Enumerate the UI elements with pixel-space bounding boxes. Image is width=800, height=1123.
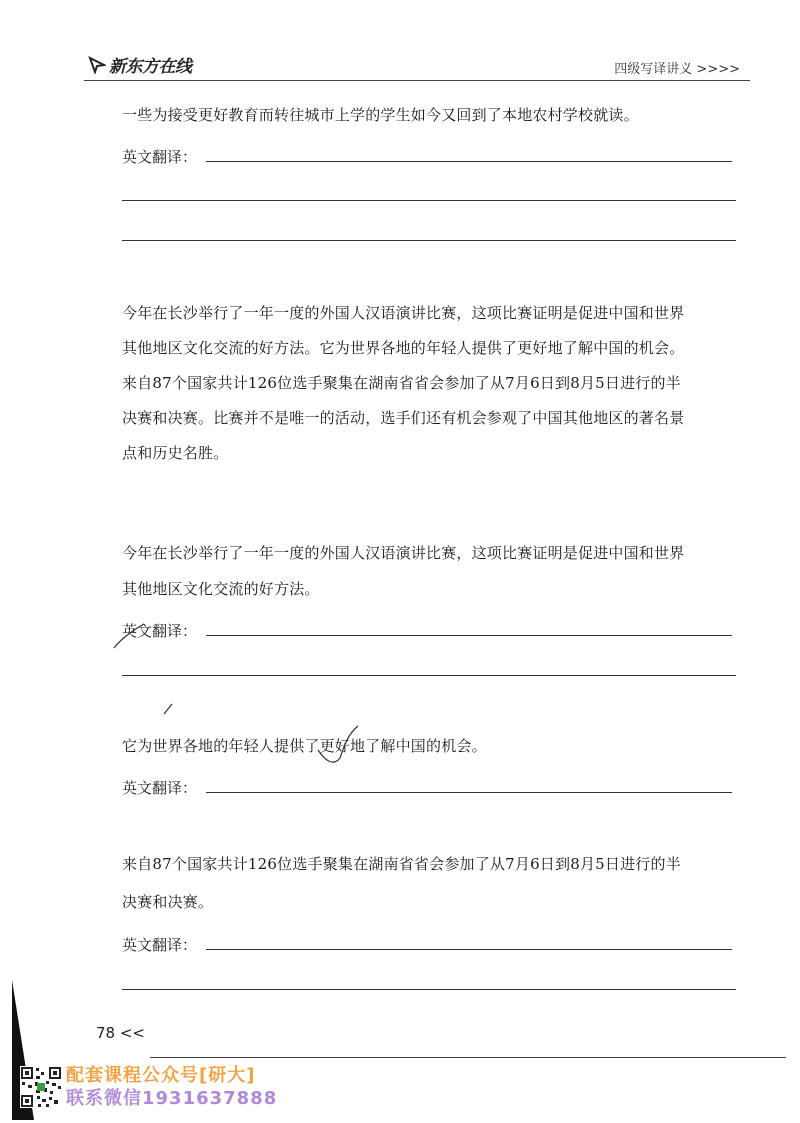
qr-code-icon (20, 1066, 62, 1108)
sentence-2 (122, 729, 762, 763)
promo-line-2: 联系微信1931637888 (66, 1088, 278, 1109)
exercise-1-sentence (122, 98, 762, 132)
passage-line-2: 其他地区文化交流的好方法。它为世界各地的年轻人提供了更好地了解中国的机会。 (122, 339, 685, 357)
exercise-1-line-1: 一些为接受更好教育而转往城市上学的学生如今又回到了本地农村学校就读。 (122, 106, 639, 124)
page-number: 78 << (96, 1024, 145, 1042)
sentence-2-line-1: 它为世界各地的年轻人提供了更好地了解中国的机会。 (122, 737, 487, 755)
full-passage (122, 296, 762, 471)
promo-line-1: 配套课程公众号[研大] (66, 1065, 256, 1086)
passage-line-3: 来自87个国家共计126位选手聚集在湖南省省会参加了从7月6日到8月5日进行的半 (122, 374, 681, 392)
sentence-1 (122, 536, 762, 608)
header-divider (84, 80, 750, 81)
footer-divider (150, 1057, 786, 1058)
sentence-3 (122, 847, 762, 923)
sentence-3-line-1: 来自87个国家共计126位选手聚集在湖南省省会参加了从7月6日到8月5日进行的半 (122, 855, 681, 873)
passage-line-4: 决赛和决赛。比赛并不是唯一的活动，选手们还有机会参观了中国其他地区的著名景 (122, 409, 685, 427)
exercise-1-answer-line-1[interactable] (206, 161, 732, 162)
brand-logo (88, 52, 192, 77)
sentence-1-answer-line-1[interactable] (206, 635, 732, 636)
sentence-3-answer-line-2[interactable] (122, 989, 736, 990)
section-title: 四级写译讲义 >>>> (614, 62, 740, 77)
sentence-3-line-2: 决赛和决赛。 (122, 893, 214, 911)
sentence-2-answer-line[interactable] (206, 792, 732, 793)
sentence-3-answer-line-1[interactable] (206, 949, 732, 950)
logo-arrow-icon (88, 56, 106, 74)
pen-dash-mark (160, 698, 180, 718)
sentence-3-translation-label: 英文翻译： (122, 936, 198, 954)
exercise-1-translation-label: 英文翻译： (122, 148, 198, 166)
sentence-1-translation-label: 英文翻译： (122, 622, 198, 640)
sentence-1-answer-line-2[interactable] (122, 675, 736, 676)
promo-banner (66, 1064, 277, 1110)
passage-line-5: 点和历史名胜。 (122, 444, 229, 462)
exercise-1-answer-line-2[interactable] (122, 200, 736, 201)
sentence-1-line-1: 今年在长沙举行了一年一度的外国人汉语演讲比赛，这项比赛证明是促进中国和世界 (122, 544, 685, 562)
passage-line-1: 今年在长沙举行了一年一度的外国人汉语演讲比赛，这项比赛证明是促进中国和世界 (122, 304, 685, 322)
logo-text: 新东方在线 (109, 57, 192, 77)
exercise-1-answer-line-3[interactable] (122, 240, 736, 241)
sentence-2-translation-label: 英文翻译： (122, 779, 198, 797)
sentence-1-line-2: 其他地区文化交流的好方法。 (122, 580, 320, 598)
